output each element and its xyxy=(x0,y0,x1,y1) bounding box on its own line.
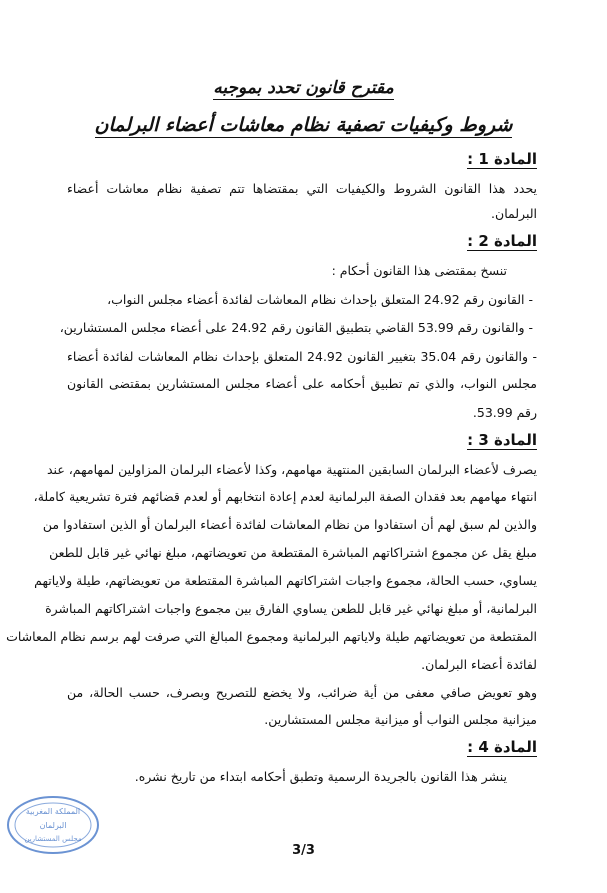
article-3-line: يصرف لأعضاء البرلمان السابقين المنتهية مهامهم، وكذا لأعضاء البرلمان المزاولين لمهامهم، عند xyxy=(47,462,537,477)
stamp-text: المملكة المغربية xyxy=(25,807,81,816)
article-4-heading: المادة 4 : xyxy=(467,738,537,756)
article-3-line: والذين لم سبق لهم أن استفادوا من نظام المعاشات لفائدة أعضاء البرلمان أو الذين استفادوا من xyxy=(42,517,537,532)
article-2-heading: المادة 2 : xyxy=(467,232,537,250)
article-2-line: تنسخ بمقتضى هذا القانون أحكام : xyxy=(331,263,507,278)
article-3-line: البرلمانية، أو مبلغ نهائي غير قابل للطعن يساوي الفارق بين مجموع واجبات اشتراكاتهم المباشرة xyxy=(45,601,537,616)
article-3-line: انتهاء مهامهم بعد فقدان الصفة البرلمانية لعدم إعادة انتخابهم أو لعدم قضائهم فترة تشريعية كاملة، xyxy=(33,489,537,504)
document-title-line-2: شروط وكيفيات تصفية نظام معاشات أعضاء البرلمان xyxy=(94,114,513,136)
article-1-line: يحدد هذا القانون الشروط والكيفيات التي بمقتضاها تتم تصفية نظام معاشات أعضاء xyxy=(67,181,537,196)
article-1-line: البرلمان. xyxy=(491,206,537,221)
article-3-line: وهو تعويض صافي معفى من أية ضرائب، ولا يخضع للتصريح وبصرف، حسب الحالة، من xyxy=(67,685,537,700)
article-3-line: ميزانية مجلس النواب أو ميزانية مجلس المستشارين. xyxy=(264,712,537,727)
article-2-line: رقم 53.99. xyxy=(472,405,537,420)
article-2-list-item: - والقانون رقم 53.99 القاضي بتطبيق القانون رقم 24.92 على أعضاء مجلس المستشارين، xyxy=(59,320,533,335)
article-2-list-item: - القانون رقم 24.92 المتعلق بإحداث نظام المعاشات لفائدة أعضاء مجلس النواب، xyxy=(107,292,533,307)
article-2-list-item: - والقانون رقم 35.04 بتغيير القانون 24.92 المتعلق بإحداث نظام المعاشات لفائدة أعضاء xyxy=(67,349,538,364)
stamp-text: البرلمان xyxy=(39,821,67,830)
article-1-heading: المادة 1 : xyxy=(467,150,537,168)
article-4-line: ينشر هذا القانون بالجريدة الرسمية وتطبق أحكامه ابتداء من تاريخ نشره. xyxy=(134,769,507,784)
stamp-text: مجلس المستشارين xyxy=(24,835,82,843)
document-title-line-1: مقترح قانون تحدد بموجبه xyxy=(213,78,394,98)
page-number: 3/3 xyxy=(292,843,315,858)
article-3-line: يساوي، حسب الحالة، مجموع واجبات اشتراكاتهم المباشرة المقتطعة من تعويضاتهم، طيلة ولاياتهم xyxy=(34,573,537,588)
article-3-line: مبلغ يقل عن مجموع اشتراكاتهم المباشرة المقتطعة من تعويضاتهم، مبلغ نهائي غير قابل للطعن xyxy=(49,545,537,560)
article-2-line: مجلس النواب، والذي تم تطبيق أحكامه على أعضاء مجلس المستشارين بمقتضى القانون xyxy=(67,376,537,391)
article-3-line: المقتطعة من تعويضاتهم طيلة ولاياتهم البرلمانية ومجموع المبالغ التي صرفت لهم برسم نظام المعاشات xyxy=(6,629,537,644)
article-3-line: لفائدة أعضاء البرلمان. xyxy=(421,657,537,672)
article-3-heading: المادة 3 : xyxy=(467,431,537,449)
